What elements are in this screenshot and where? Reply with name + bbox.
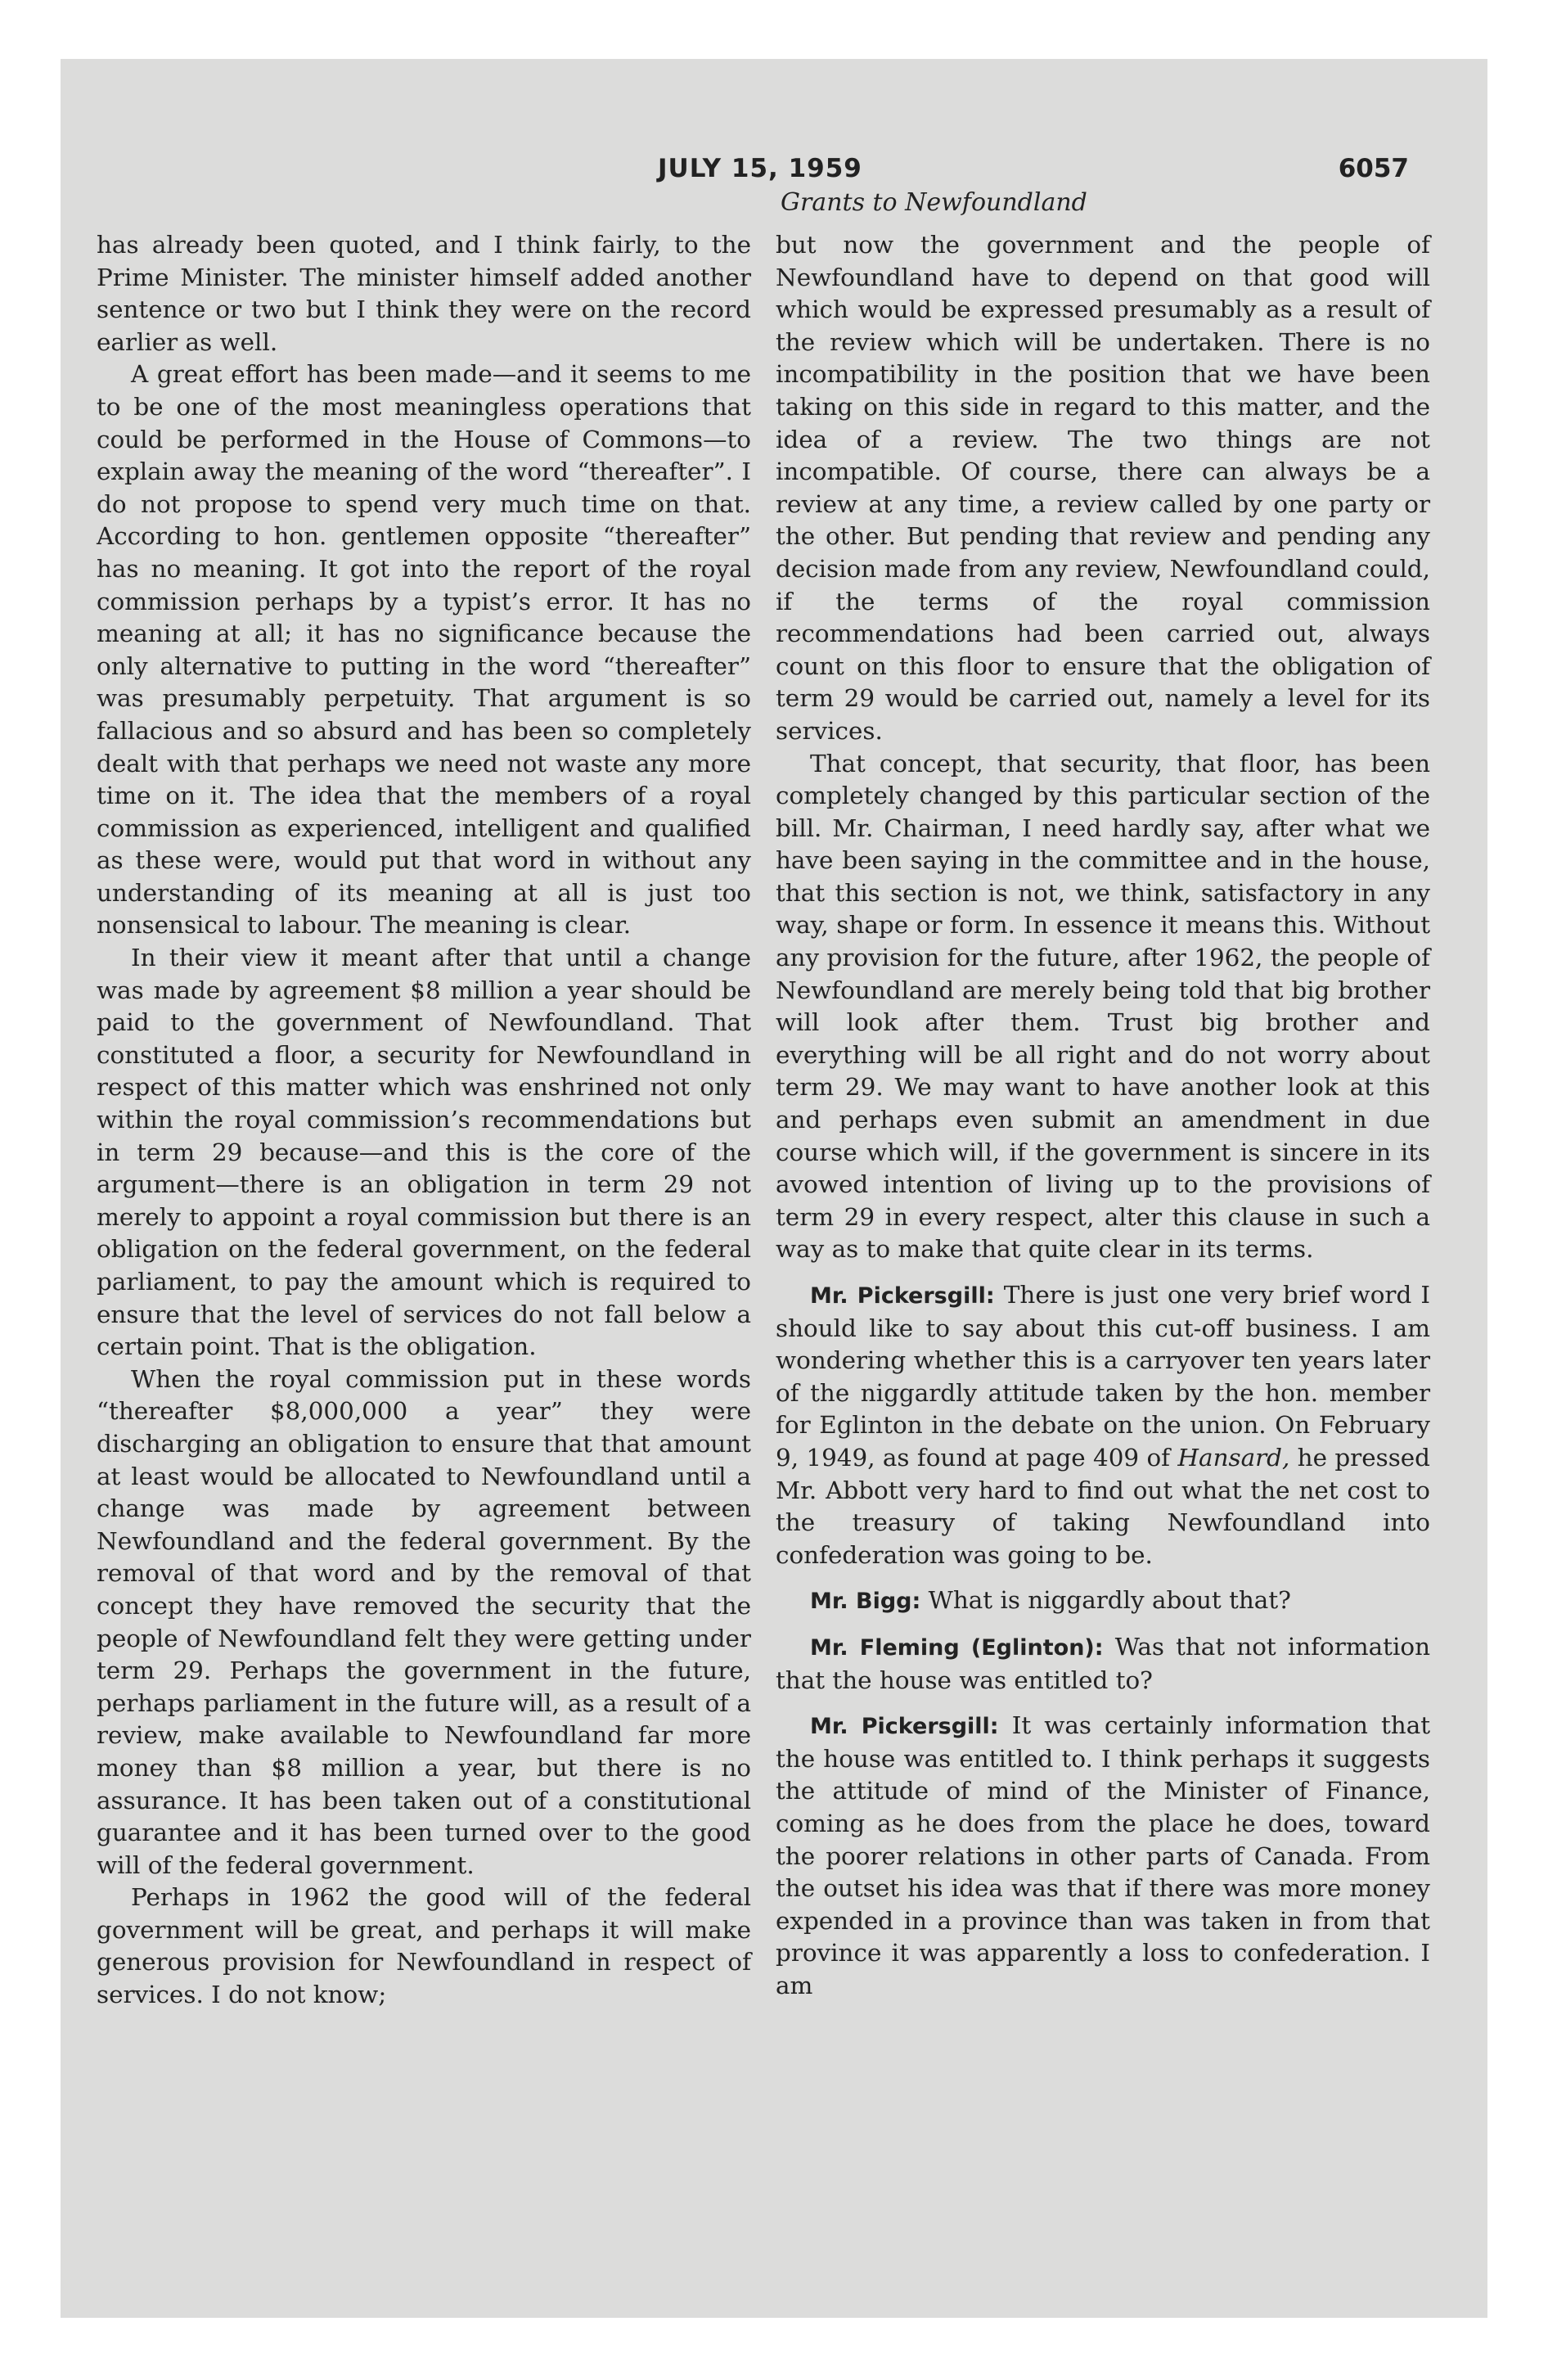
left-column [97,229,751,2012]
speech-text: What is niggardly about that? [928,1586,1291,1615]
speech-text: It was certainly information that the house was entitled to. I think perhaps it suggests the attitude of mind of the Minister of Finance, coming as he does from the place he does, toward the poorer relations in other parts of Canada. From the outset his idea was that if there was more money expended in a province than was taken in from that province it was apparently a loss to confederation. I am [776,1711,1431,1999]
paragraph: but now the government and the people of Newfoundland have to depend on that good will which would be expressed presumably as a result of the review which will be undertaken. There is no incompatibility in the position that we have been taking on this side in regard to this matter, and the idea of a review. The two things are not incompatible. Of course, there can always be a review at any time, a review called by one party or the other. But pending that review and pending any decision made from any review, Newfoundland could, if the terms of the royal commission recommendations had been carried out, always count on this floor to ensure that the obligation of term 29 would be carried out, namely a level for its services. [776,231,1430,745]
paragraph: In their view it meant after that until a change was made by agreement $8 million a year should be paid to the government of Newfoundland. That constituted a floor, a security for Newfoundland in respect of this matter which was enshrined not only within the royal commission’s recommendations but in term 29 because—and this is the core of the argument—there is an obligation in term 29 not merely to appoint a royal commission but there is an obligation on the federal government, on the federal parliament, to pay the amount which is required to ensure that the level of services do not fall below a certain point. That is the obligation. [97,944,751,1361]
paragraph: has already been quoted, and I think fairly, to the Prime Minister. The minister himself added another sentence or two but I think they were on the record earlier as well. [97,231,751,356]
speech-fleming [776,1631,1430,1697]
section-subtitle: Grants to Newfoundland [781,188,1087,217]
speech-text-continued: he pressed Mr. Abbott very hard to find out what the net cost to the treasury of taking Newfoundland into confederation was going to be. [776,1443,1430,1569]
speaker-name: Mr. Pickersgill: [810,1714,999,1740]
right-column [776,229,1430,2002]
speech-pickersgill-1 [776,1279,1430,1571]
paragraph: That concept, that security, that floor, has been completely changed by this particular section of the bill. Mr. Chairman, I need hardly say, after what we have been saying in the committee and in the house, that this section is not, we think, satisfactory in any way, shape or form. In essence it means this. Without any provision for the future, after 1962, the people of Newfoundland are merely being told that big brother will look after them. Trust big brother and everything will be all right and do not worry about term 29. We may want to have another look at this and perhaps even submit an amendment in due course which will, if the government is sincere in its avowed intention of living up to the provisions of term 29 in every respect, alter this clause in such a way as to make that quite clear in its terms. [776,749,1430,1264]
speech-text: There is just one very brief word I should like to say about this cut-off business. I am wondering whether this is a carryover ten years later of the niggardly attitude taken by the hon. member for Eglinton in the debate on the union. On February 9, 1949, as found at page 409 of [776,1281,1431,1472]
speech-pickersgill-2 [776,1710,1430,2002]
speaker-name: Mr. Pickersgill: [810,1283,995,1309]
speech-italic-text: Hansard, [1177,1443,1290,1472]
paragraph: When the royal commission put in these words “thereafter $8,000,000 a year” they were discharging an obligation to ensure that that amount at least would be allocated to Newfoundland until a change was made by agreement between Newfoundland and the federal government. By the removal of that word and by the removal of that concept they have removed the security that the people of Newfoundland felt they were getting under term 29. Perhaps the government in the future, perhaps parliament in the future will, as a result of a review, make available to Newfoundland far more money than $8 million a year, but there is no assurance. It has been taken out of a constitutional guarantee and it has been turned over to the good will of the federal government. [97,1364,751,1879]
speech-text: Was that not information that the house was entitled to? [776,1632,1430,1694]
speaker-name: Mr. Bigg: [810,1589,921,1615]
header-page-number: 6057 [1338,154,1409,183]
header-date: JULY 15, 1959 [658,154,862,183]
page-header [61,154,1487,187]
hansard-page [61,59,1487,2318]
speech-bigg [776,1584,1430,1618]
paragraph: A great effort has been made—and it seems to me to be one of the most meaningless operations that could be performed in the House of Commons—to explain away the meaning of the word “thereafter”. I do not propose to spend very much time on that. According to hon. gentlemen opposite “thereafter” has no meaning. It got into the report of the royal commission perhaps by a typist’s error. It has no meaning at all; it has no significance because the only alternative to putting in the word “thereafter” was presumably perpetuity. That argument is so fallacious and so absurd and has been so completely dealt with that perhaps we need not waste any more time on it. The idea that the members of a royal commission as experienced, intelligent and qualified as these were, would put that word in without any understanding of its meaning at all is just too nonsensical to labour. The meaning is clear. [97,360,751,940]
paragraph: Perhaps in 1962 the good will of the federal government will be great, and perhaps it will make generous provision for Newfoundland in respect of services. I do not know; [97,1883,751,2009]
speaker-name: Mr. Fleming (Eglinton): [810,1634,1104,1661]
